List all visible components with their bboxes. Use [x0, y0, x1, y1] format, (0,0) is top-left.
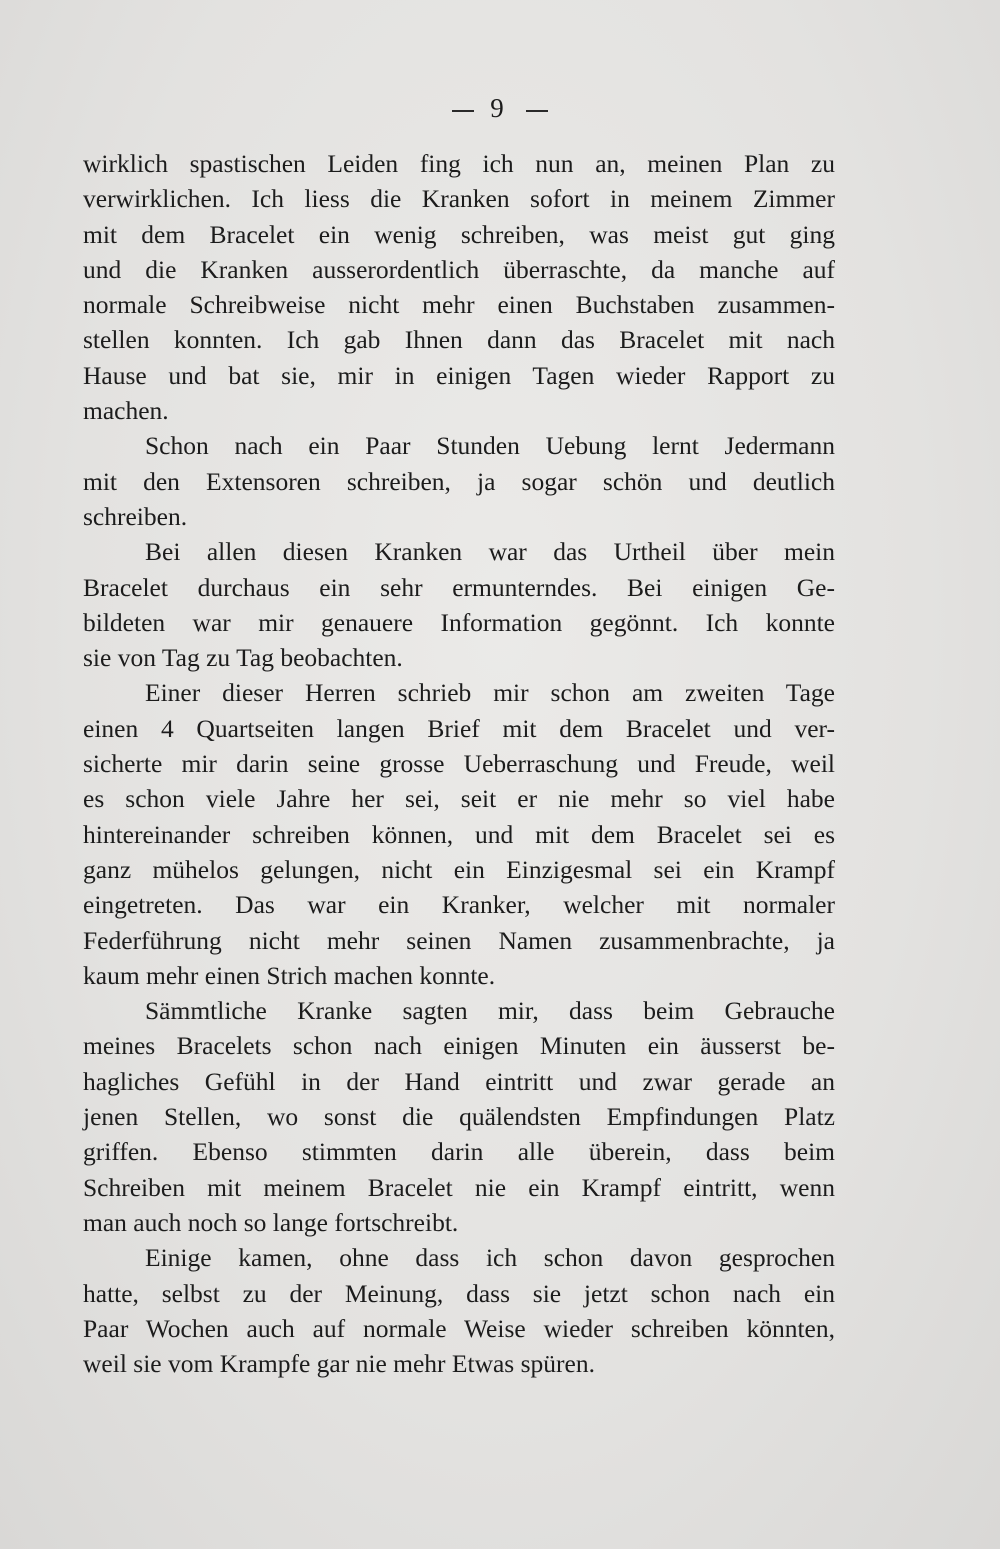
- text-line: mit den Extensoren schreiben, ja sogar schön und deutlich: [83, 466, 835, 496]
- text-line: schreiben.: [83, 501, 188, 531]
- header-dash-left: [452, 110, 474, 112]
- paragraph: [83, 534, 835, 675]
- text-line: bildeten war mir genauere Information gegönnt. Ich konnte: [83, 607, 835, 637]
- text-line: sie von Tag zu Tag beobachten.: [83, 643, 403, 673]
- body-text: [83, 146, 835, 1381]
- paragraph: [83, 428, 835, 534]
- text-line: stellen konnten. Ich gab Ihnen dann das Bracelet mit nach: [83, 325, 835, 355]
- text-line: Schon nach ein Paar Stunden Uebung lernt Jedermann: [145, 431, 835, 461]
- page-number: 9: [490, 93, 510, 123]
- header-dash-right: [526, 110, 548, 112]
- text-line: sicherte mir darin seine grosse Ueberraschung und Freude, weil: [83, 749, 835, 779]
- text-line: Bei allen diesen Kranken war das Urtheil über mein: [145, 537, 835, 567]
- text-line: wirklich spastischen Leiden fing ich nun an, meinen Plan zu: [83, 149, 835, 178]
- text-line: Sämmtliche Kranke sagten mir, dass beim Gebrauche: [145, 996, 835, 1026]
- text-line: Schreiben mit meinem Bracelet nie ein Krampf eintritt, wenn: [83, 1172, 835, 1202]
- text-line: einen 4 Quartseiten langen Brief mit dem Bracelet und ver-: [83, 713, 835, 743]
- text-line: Einer dieser Herren schrieb mir schon am zweiten Tage: [145, 678, 835, 708]
- text-line: man auch noch so lange fortschreibt.: [83, 1207, 459, 1237]
- text-line: Hause und bat sie, mir in einigen Tagen wieder Rapport zu: [83, 360, 835, 390]
- text-line: eingetreten. Das war ein Kranker, welcher mit normaler: [83, 890, 835, 920]
- text-line: es schon viele Jahre her sei, seit er nie mehr so viel habe: [83, 784, 835, 814]
- text-line: Paar Wochen auch auf normale Weise wieder schreiben könnten,: [83, 1313, 835, 1343]
- text-line: jenen Stellen, wo sonst die quälendsten Empfindungen Platz: [83, 1102, 835, 1132]
- text-line: hagliches Gefühl in der Hand eintritt und zwar gerade an: [83, 1066, 835, 1096]
- paragraph: [83, 146, 835, 428]
- page-number-header: [0, 88, 1000, 128]
- text-line: normale Schreibweise nicht mehr einen Buchstaben zusammen-: [83, 290, 835, 320]
- text-line: kaum mehr einen Strich machen konnte.: [83, 960, 496, 990]
- paragraph: [83, 1240, 835, 1381]
- text-line: verwirklichen. Ich liess die Kranken sofort in meinem Zimmer: [83, 184, 835, 214]
- text-line: meines Bracelets schon nach einigen Minuten ein äusserst be-: [83, 1031, 835, 1061]
- text-line: Bracelet durchaus ein sehr ermunterndes. Bei einigen Ge-: [83, 572, 835, 602]
- text-line: hatte, selbst zu der Meinung, dass sie jetzt schon nach ein: [83, 1278, 835, 1308]
- text-line: weil sie vom Krampfe gar nie mehr Etwas spüren.: [83, 1349, 595, 1379]
- text-line: mit dem Bracelet ein wenig schreiben, was meist gut ging: [83, 219, 835, 249]
- text-line: machen.: [83, 396, 169, 426]
- text-line: Einige kamen, ohne dass ich schon davon gesprochen: [145, 1243, 835, 1273]
- text-line: griffen. Ebenso stimmten darin alle überein, dass beim: [83, 1137, 835, 1167]
- paragraph: [83, 993, 835, 1240]
- paragraph: [83, 675, 835, 993]
- text-line: und die Kranken ausserordentlich überraschte, da manche auf: [83, 254, 835, 284]
- text-line: hintereinander schreiben können, und mit dem Bracelet sei es: [83, 819, 835, 849]
- text-line: Federführung nicht mehr seinen Namen zusammenbrachte, ja: [83, 925, 835, 955]
- text-line: ganz mühelos gelungen, nicht ein Einzigesmal sei ein Krampf: [83, 854, 835, 884]
